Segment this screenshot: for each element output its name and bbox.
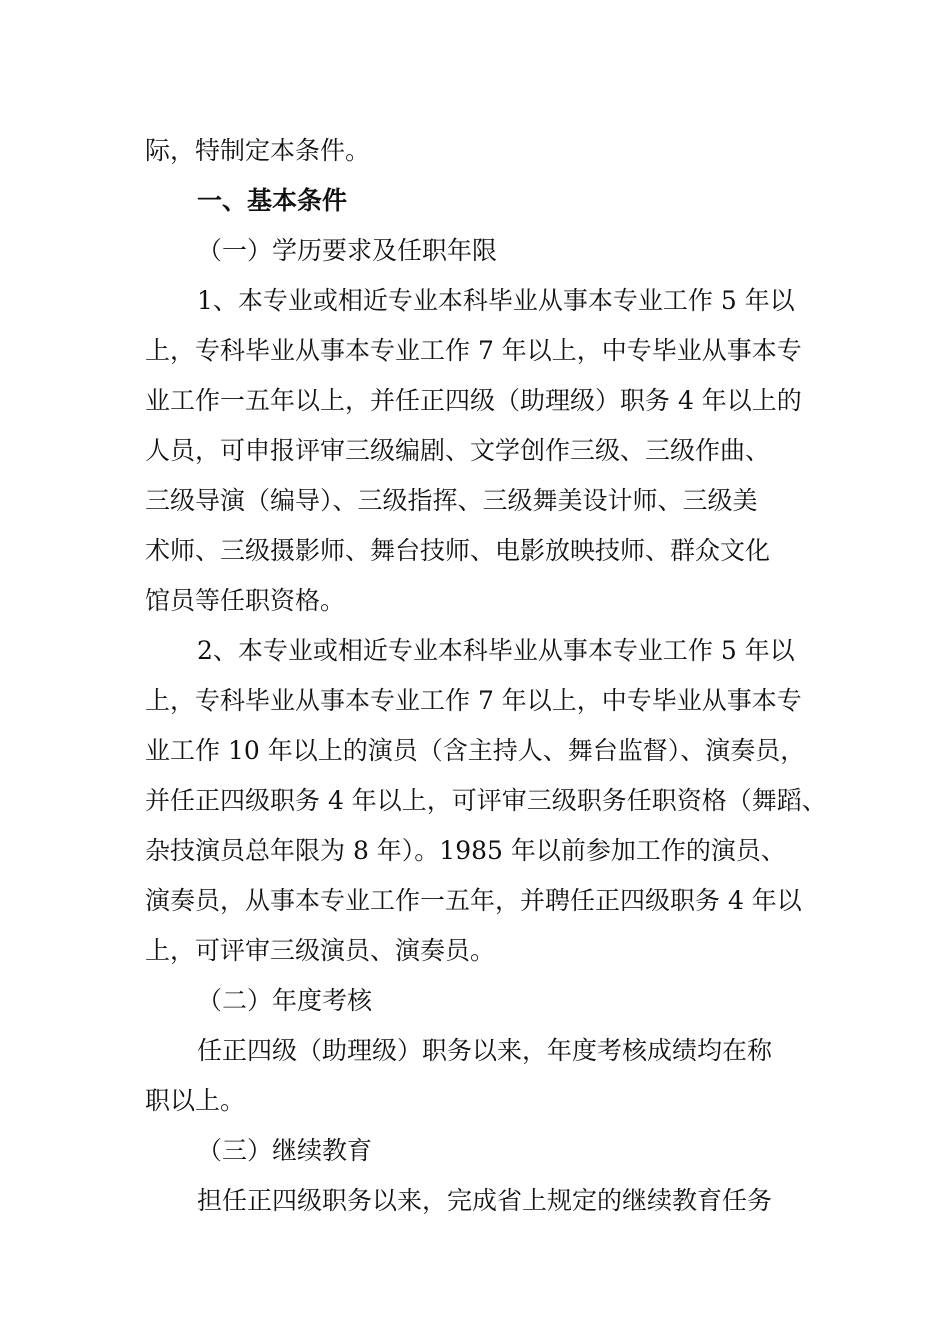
subsection-heading: （二）年度考核 bbox=[197, 986, 373, 1015]
section-heading: 一、基本条件 bbox=[197, 186, 348, 215]
body-text-line: 演奏员，从事本专业工作一五年，并聘任正四级职务 4 年以 bbox=[145, 886, 802, 915]
body-text-line: 馆员等任职资格。 bbox=[145, 586, 346, 615]
body-text-line: 三级导演（编导）、三级指挥、三级舞美设计师、三级美 bbox=[145, 486, 758, 515]
body-text-line: 担任正四级职务以来，完成省上规定的继续教育任务 bbox=[197, 1186, 773, 1215]
body-text-line: 并任正四级职务 4 年以上，可评审三级职务任职资格（舞蹈、 bbox=[145, 786, 827, 815]
body-text-line: 上，专科毕业从事本专业工作 7 年以上，中专毕业从事本专 bbox=[145, 336, 802, 365]
body-text-line: 1、本专业或相近专业本科毕业从事本专业工作 5 年以 bbox=[197, 286, 795, 315]
body-text-line: 人员，可申报评审三级编剧、文学创作三级、三级作曲、 bbox=[145, 436, 771, 465]
body-text-line: 业工作 10 年以上的演员（含主持人、舞台监督）、演奏员， bbox=[145, 736, 806, 765]
body-text-line: 任正四级（助理级）职务以来，年度考核成绩均在称 bbox=[197, 1036, 773, 1065]
body-text-line: 2、本专业或相近专业本科毕业从事本专业工作 5 年以 bbox=[197, 636, 795, 665]
body-text-line: 杂技演员总年限为 8 年）。1985 年以前参加工作的演员、 bbox=[145, 836, 786, 865]
body-text-line: 际，特制定本条件。 bbox=[145, 136, 371, 165]
body-text-line: 业工作一五年以上，并任正四级（助理级）职务 4 年以上的 bbox=[145, 386, 802, 415]
body-text-line: 上，专科毕业从事本专业工作 7 年以上，中专毕业从事本专 bbox=[145, 686, 802, 715]
body-text-line: 上，可评审三级演员、演奏员。 bbox=[145, 936, 496, 965]
body-text-line: 术师、三级摄影师、舞台技师、电影放映技师、群众文化 bbox=[145, 536, 771, 565]
subsection-heading: （三）继续教育 bbox=[197, 1136, 373, 1165]
subsection-heading: （一）学历要求及任职年限 bbox=[197, 236, 498, 265]
body-text-line: 职以上。 bbox=[145, 1086, 246, 1115]
